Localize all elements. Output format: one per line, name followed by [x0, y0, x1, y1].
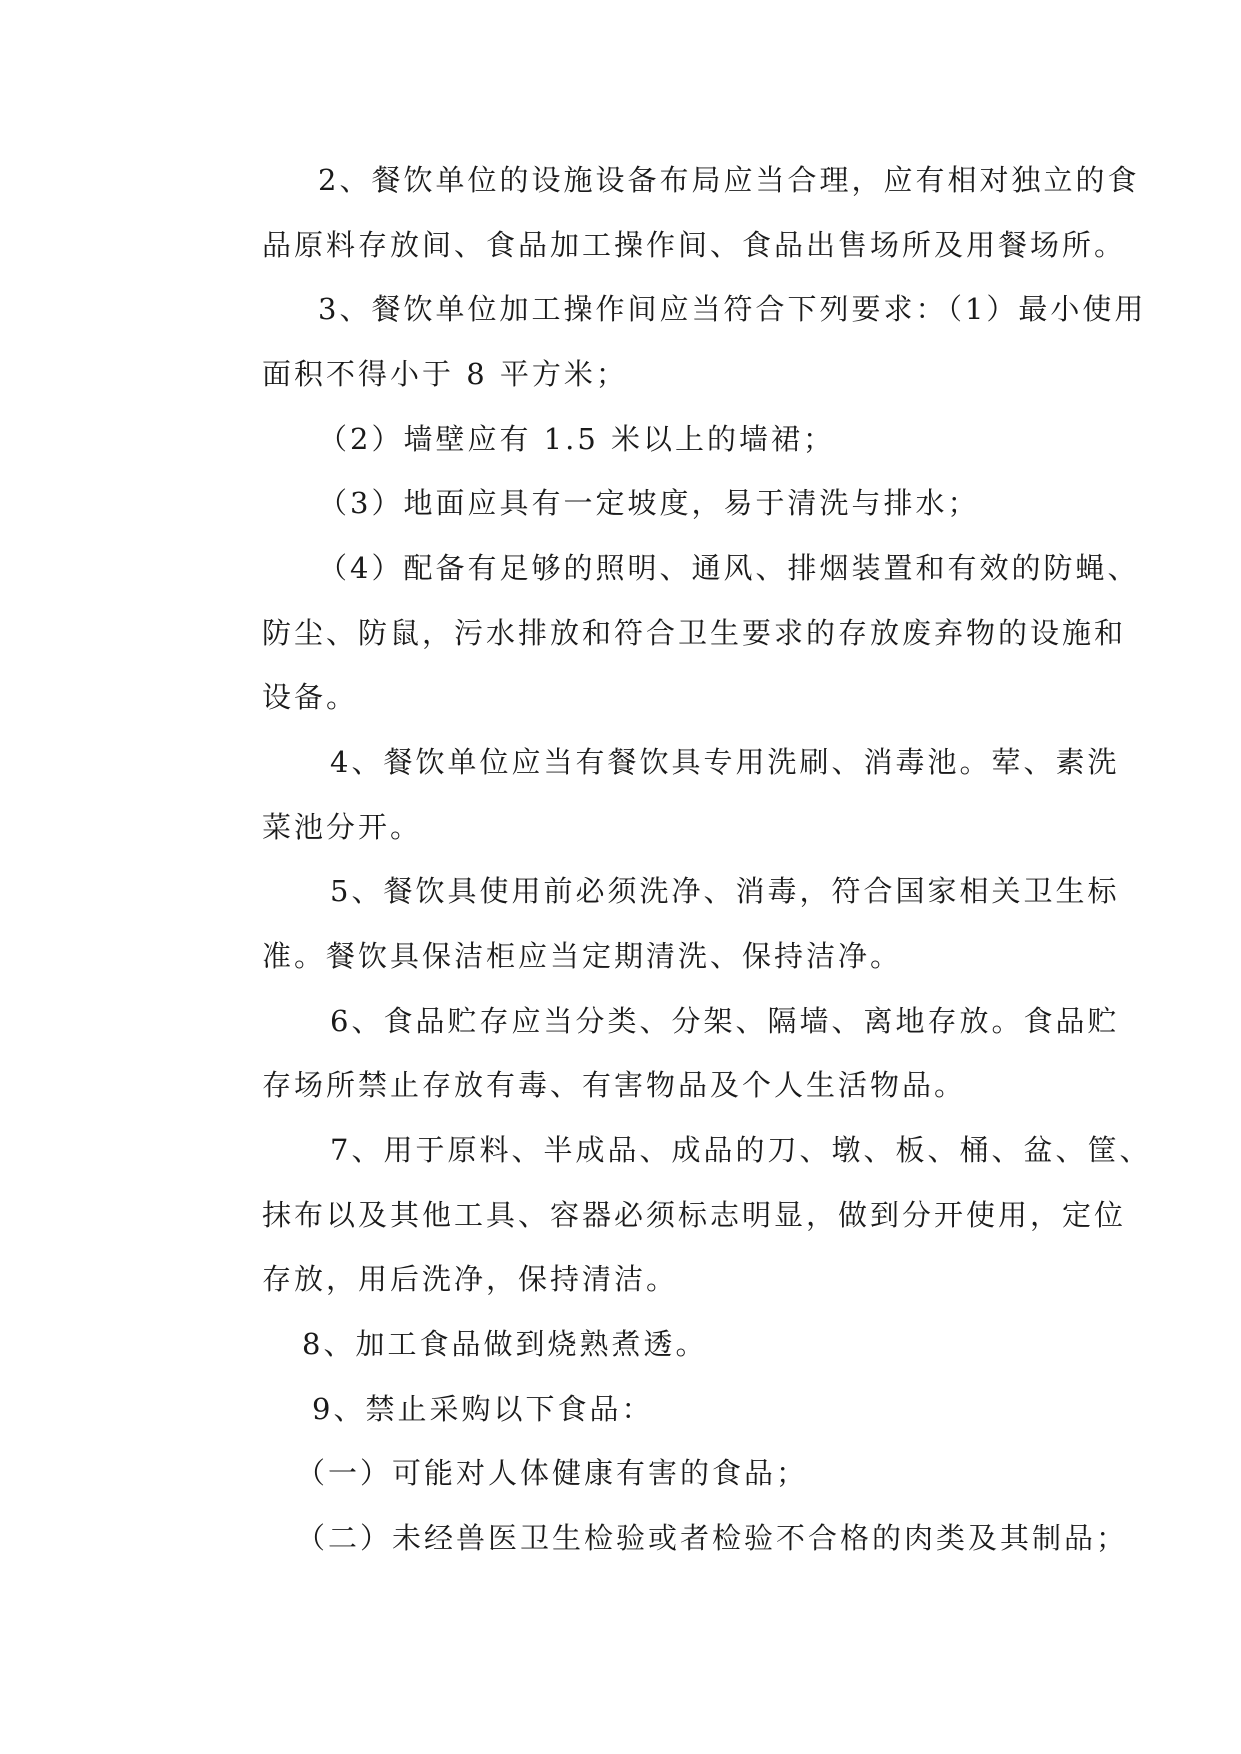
paragraph-line: （2）墙壁应有 1.5 米以上的墙裙； — [318, 422, 836, 456]
paragraph-line: 6、食品贮存应当分类、分架、隔墙、离地存放。食品贮 — [330, 1004, 1120, 1038]
paragraph-line: 2、餐饮单位的设施设备布局应当合理，应有相对独立的食 — [318, 163, 1140, 197]
paragraph-line: （3）地面应具有一定坡度，易于清洗与排水； — [318, 486, 980, 520]
paragraph-line: 防尘、防鼠，污水排放和符合卫生要求的存放废弃物的设施和 — [262, 616, 1127, 650]
paragraph-line: 存放，用后洗净，保持清洁。 — [262, 1262, 679, 1296]
paragraph-line: 5、餐饮具使用前必须洗净、消毒，符合国家相关卫生标 — [330, 874, 1120, 908]
paragraph-line: （4）配备有足够的照明、通风、排烟装置和有效的防蝇、 — [318, 551, 1140, 585]
paragraph-line: 9、禁止采购以下食品： — [312, 1392, 654, 1426]
paragraph-line: 8、加工食品做到烧熟煮透。 — [302, 1327, 708, 1361]
paragraph-line: 菜池分开。 — [262, 810, 423, 844]
paragraph-line: 面积不得小于 8 平方米； — [262, 357, 628, 391]
paragraph-line: 4、餐饮单位应当有餐饮具专用洗刷、消毒池。荤、素洗 — [330, 745, 1120, 779]
paragraph-line: （二）未经兽医卫生检验或者检验不合格的肉类及其制品； — [296, 1521, 1129, 1555]
paragraph-line: 设备。 — [262, 680, 359, 714]
paragraph-line: 存场所禁止存放有毒、有害物品及个人生活物品。 — [262, 1068, 967, 1102]
paragraph-line: （一）可能对人体健康有害的食品； — [296, 1456, 809, 1490]
paragraph-line: 7、用于原料、半成品、成品的刀、墩、板、桶、盆、筐、 — [330, 1133, 1152, 1167]
paragraph-line: 准。餐饮具保洁柜应当定期清洗、保持洁净。 — [262, 939, 903, 973]
paragraph-line: 3、餐饮单位加工操作间应当符合下列要求：（1）最小使用 — [318, 292, 1147, 326]
paragraph-line: 品原料存放间、食品加工操作间、食品出售场所及用餐场所。 — [262, 228, 1127, 262]
paragraph-line: 抹布以及其他工具、容器必须标志明显，做到分开使用，定位 — [262, 1198, 1127, 1232]
